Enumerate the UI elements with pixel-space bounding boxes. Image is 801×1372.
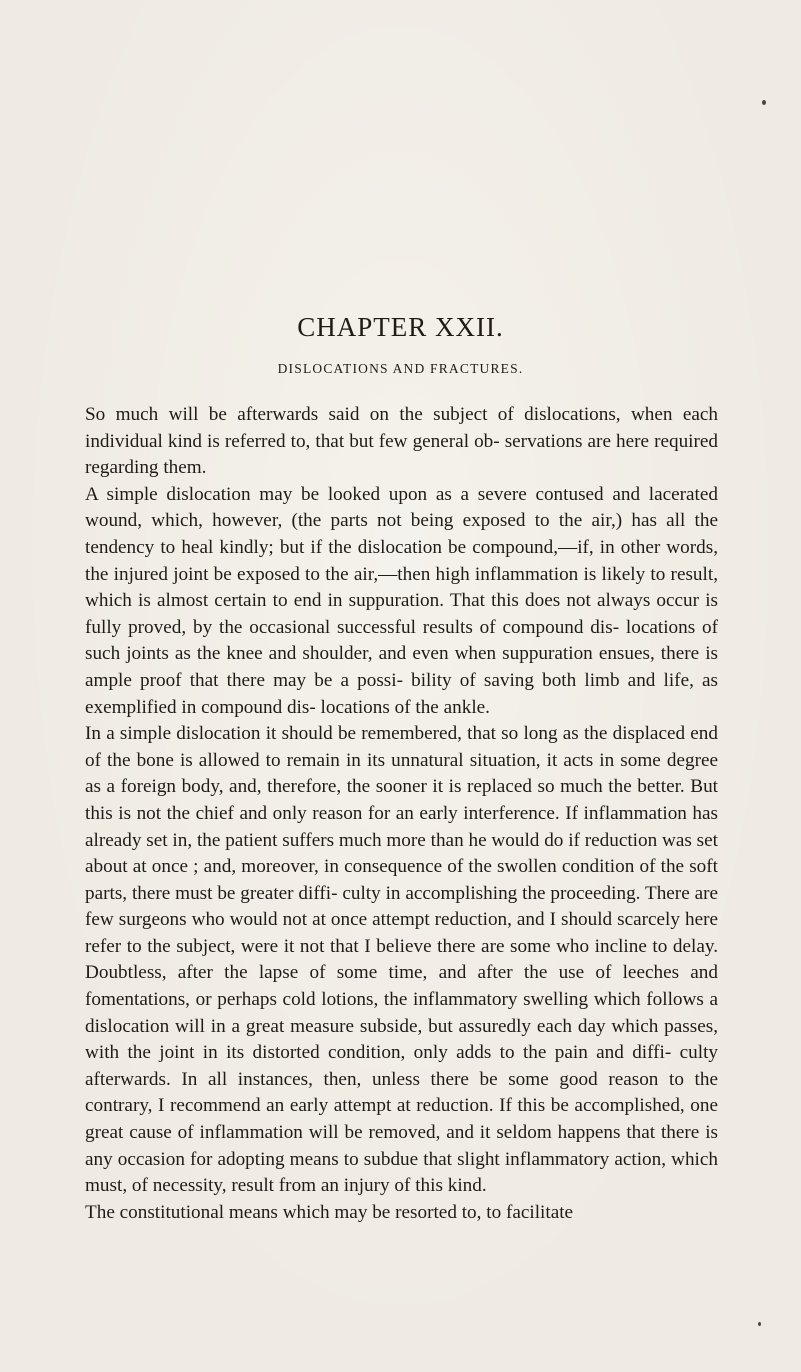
paragraph: In a simple dislocation it should be remembered, that so long as the displaced end of the bone is allowed to remain in its unnatural situation, it acts in some degree as a foreign body, and, therefore, the sooner it is replaced so much the better. But this is not the chief and only reason for an early interference. If inflammation has already set in, the patient suffers much more than he would do if reduction was set about at once ; and, moreover, in consequence of the swollen condition of the soft parts, there must be greater diffi- culty in accomplishing the proceeding. There are few surgeons who would not at once attempt reduction, and I should scarcely here refer to the subject, were it not that I believe there are some who incline to delay. Doubtless, after the lapse of some time, and after the use of leeches and fomentations, or perhaps cold lotions, the inflammatory swelling which follows a dislocation will in a great measure subside, but assuredly each day which passes, with the joint in its distorted condition, only adds to the pain and diffi- culty afterwards. In all instances, then, unless there be some good reason to the contrary, I recommend an early attempt at reduction. If this be accomplished, one great cause of inflammation will be removed, and it seldom happens that there is any occasion for adopting means to subdue that slight inflammatory action, which must, of necessity, result from an injury of this kind. <box>85 723 718 1197</box>
chapter-title: CHAPTER XXII. <box>297 312 504 342</box>
ink-speck <box>758 1322 761 1326</box>
body-text <box>85 402 718 1226</box>
chapter-subtitle: DISLOCATIONS AND FRACTURES. <box>277 361 524 376</box>
paragraph: A simple dislocation may be looked upon as a severe contused and lacerated wound, which, however, (the parts not being exposed to the air,) has all the tendency to heal kindly; but if the dislocation be compound,—if, in other words, the injured joint be exposed to the air,—then high inflammation is likely to result, which is almost certain to end in suppuration. That this does not always occur is fully proved, by the occasional successful results of compound dis- locations of such joints as the knee and shoulder, and even when suppuration ensues, there is ample proof that there may be a possi- bility of saving both limb and life, as exemplified in compound dis- locations of the ankle. <box>85 483 718 718</box>
paragraph: The constitutional means which may be resorted to, to facilitate <box>85 1201 574 1223</box>
ink-speck <box>762 100 766 105</box>
paragraph: So much will be afterwards said on the subject of dislocations, when each individual kind is referred to, that but few general ob- servations are here required regarding them. <box>85 404 718 479</box>
